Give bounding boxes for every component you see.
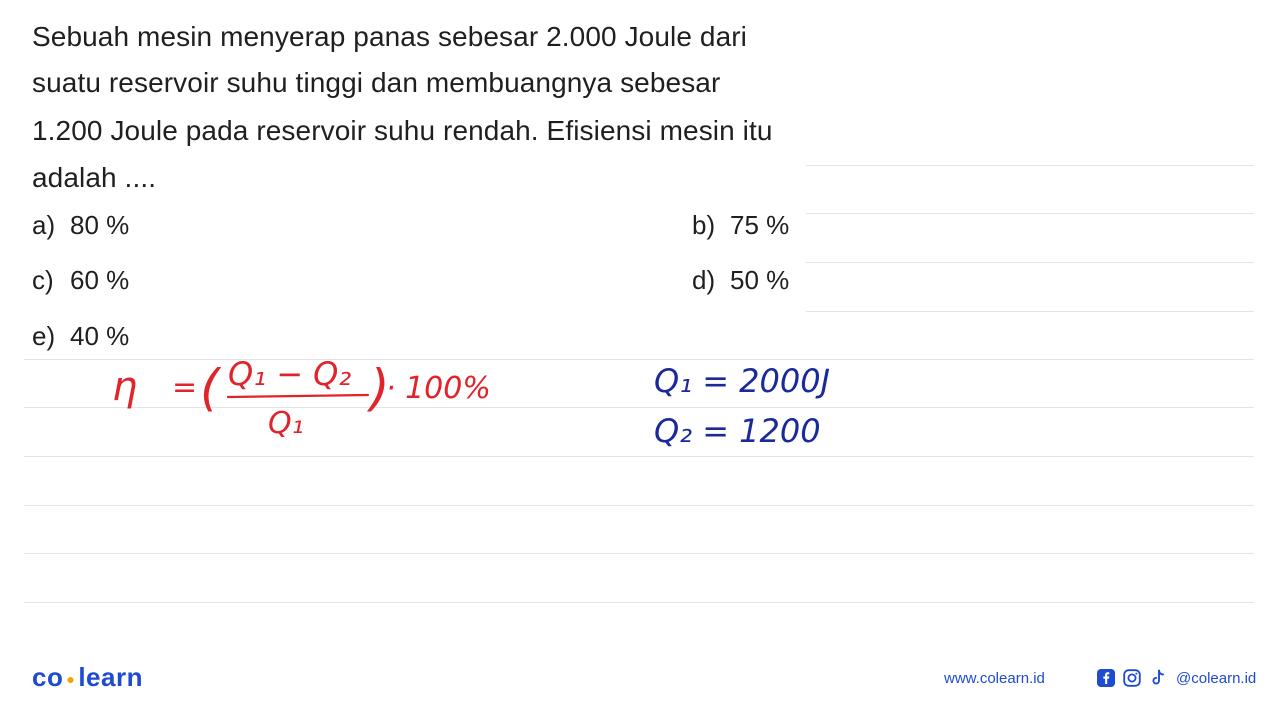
efficiency-formula — [100, 345, 530, 445]
formula-numerator: Q₁ − Q₂ — [228, 355, 352, 393]
tiktok-icon[interactable] — [1148, 668, 1168, 688]
fraction-bar — [228, 395, 368, 397]
question-line: suatu reservoir suhu tinggi dan membuangnya sebesar — [32, 67, 721, 98]
facebook-icon[interactable] — [1096, 668, 1116, 688]
logo-text-left: co — [32, 662, 64, 692]
formula-eta: η — [112, 364, 138, 410]
given-q1: Q₁ = 2000J — [654, 362, 831, 400]
option-label: a) — [32, 210, 56, 240]
option-value: 60 % — [70, 265, 130, 295]
formula-equals: = — [172, 370, 198, 405]
website-link[interactable]: www.colearn.id — [944, 670, 1045, 687]
social-handle[interactable]: @colearn.id — [1176, 669, 1257, 687]
social-links — [1096, 668, 1256, 688]
option-label: c) — [32, 265, 54, 295]
formula-open-paren: ( — [200, 359, 220, 417]
ruled-line — [806, 311, 1254, 312]
ruled-line — [24, 505, 1254, 506]
colearn-logo[interactable] — [32, 662, 143, 693]
question-line: adalah .... — [32, 162, 157, 193]
ruled-line — [806, 165, 1254, 166]
option-value: 75 % — [730, 210, 790, 240]
option-c[interactable] — [32, 264, 129, 296]
instagram-icon[interactable] — [1122, 668, 1142, 688]
option-value: 40 % — [70, 321, 130, 351]
option-label: e) — [32, 321, 56, 351]
ruled-line — [806, 262, 1254, 263]
ruled-line — [24, 456, 1254, 457]
option-value: 80 % — [70, 210, 130, 240]
option-a[interactable] — [32, 209, 129, 241]
logo-text-right: learn — [78, 662, 143, 692]
given-values — [650, 350, 870, 450]
ruled-line — [24, 602, 1254, 603]
ruled-line — [806, 213, 1254, 214]
given-q2: Q₂ = 1200 — [654, 412, 821, 450]
formula-multiplier: · 100% — [386, 371, 491, 406]
question-line: Sebuah mesin menyerap panas sebesar 2.000 Joule dari — [32, 21, 747, 52]
option-label: d) — [692, 265, 716, 295]
option-d[interactable] — [692, 264, 789, 296]
question-line: 1.200 Joule pada reservoir suhu rendah. Efisiensi mesin itu — [32, 115, 773, 146]
option-value: 50 % — [730, 265, 790, 295]
option-label: b) — [692, 210, 716, 240]
option-b[interactable] — [692, 209, 789, 241]
footer — [0, 650, 1280, 710]
ruled-line — [24, 553, 1254, 554]
logo-dot: ● — [66, 671, 76, 688]
formula-denominator: Q₁ — [268, 406, 304, 441]
formula-close-paren: ) — [370, 359, 390, 417]
